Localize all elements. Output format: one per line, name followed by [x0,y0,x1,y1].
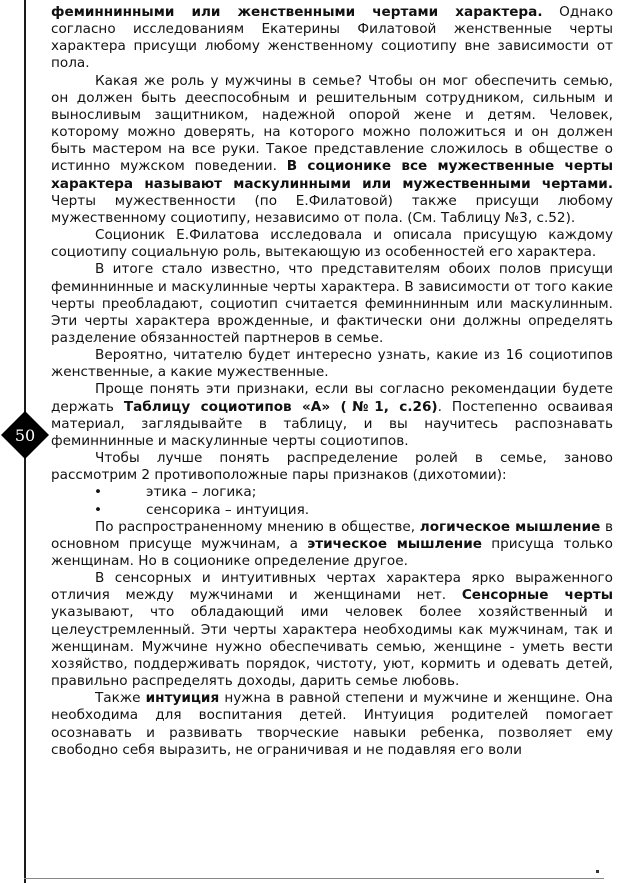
dichotomy-bullet-list [51,484,613,518]
bold-text-span: феминнинными или женственными чертами характера. [51,4,543,20]
text-span: Вероятно, читателю будет интересно узнать, какие из 16 социотипов женственные, а какие мужественные. [51,347,613,381]
text-span: Соционик Е.Филатова исследовала и описала присущую каждому социотипу социальную роль, вытекающую из особенностей его характера. [51,227,613,261]
text-span: нужна в равной степени и мужчине и женщине. Она необходима для воспитания детей. Интуиция родителей помогает осознавать и развивать творческие навыки ребенка, позволяет ему свободно себя выразить, не ограничивая и не подавляя его воли [51,690,613,758]
paragraphs-after-list [51,519,613,759]
bold-text-span: интуиция [145,690,220,707]
bold-text-span: В соционике все мужественные черты характера называют маскулинными или мужественными чертами. [51,158,613,192]
text-span: Однако согласно исследованиям Екатерины Филатовой женственные черты характера присущи любому женственному социотипу вне зависимости от пола. [51,4,614,72]
text-span: в основном присуще мужчинам, а [51,518,613,552]
text-span: Также [95,690,146,707]
text-span: Какая же роль у мужчины в семье? Чтобы он мог обеспечить семью, он должен быть дееспособным и решительным сотрудником, сильным и выносливым защитником, надежной опорой жене и детям. Человек, которому можно доверять, на которого можно положиться и он должен быть мастером на все руки. Такое представление сложилось в обществе о истинно мужском поведении. [51,72,613,175]
text-span: указывают, что обладающий ими человек более хозяйственный и целеустремленный. Эти черты характера необходимы как мужчинам, так и женщинам. Мужчине нужно обеспечивать семью, женщине - уметь вести хозяйство, поддерживать порядок, чистоту, уют, кормить и одевать детей, правильно распределять доходы, дарить семье любовь. [51,604,613,690]
paragraph [51,347,613,381]
paragraph [51,690,613,759]
list-item-text: этика – логика; [146,484,257,501]
bullet-dot-icon: • [94,484,103,501]
page-number: 50 [14,425,36,445]
list-item [51,502,613,519]
list-item [51,484,613,501]
paragraphs-before-list [51,4,613,484]
page-number-badge [0,410,50,460]
page-text-column [51,4,613,759]
bold-text-span: Таблицу социотипов «А» (№1, с.26) [123,398,438,415]
text-span: В итоге стало известно, что представителям обоих полов присущи феминнинные и маскулинные черты характера. В зависимости от того какие черты преобладают, социотип считается феминнинным или маскулинным. Эти черты характера врожденные, и фактически они должны определять разделение обязанностей партнеров в семье. [51,261,613,346]
bottom-mark [596,870,599,873]
paragraph [51,261,613,347]
paragraph [51,519,613,570]
text-span: В сенсорных и интуитивных чертах характера ярко выраженного отличия между мужчинами и женщинами нет. [51,570,613,604]
text-span: По распространенному мнению в обществе, [95,518,420,535]
text-span: Черты мужественности (по Е.Филатовой) также присущи любому мужественному социотипу, независимо от пола. (См. Таблицу №3, с.52). [51,192,613,226]
paragraph [51,227,613,261]
bold-text-span: Сенсорные черты [461,587,613,604]
bold-text-span: этическое мышление [307,535,482,552]
text-span: . Постепенно осваивая материал, заглядывайте в таблицу, и вы научитесь распознавать феминнинные и маскулинные черты социотипов. [51,398,613,449]
paragraph [51,570,613,690]
text-span: Чтобы лучше понять распределение ролей в семье, заново рассмотрим 2 противоположные пары признаков (дихотомии): [51,450,613,484]
bold-text-span: логическое мышление [419,518,601,535]
paragraph [51,73,613,227]
paragraph [51,450,613,484]
paragraph [51,381,613,450]
list-item-text: сенсорика – интуиция. [146,501,310,518]
bottom-rule [24,878,604,879]
text-span: присуща только женщинам. Но в соционике определение другое. [51,535,613,569]
bullet-dot-icon: • [94,501,103,518]
text-span: Проще понять эти признаки, если вы согласно рекомендации будете держать [51,381,613,415]
paragraph [51,4,613,73]
